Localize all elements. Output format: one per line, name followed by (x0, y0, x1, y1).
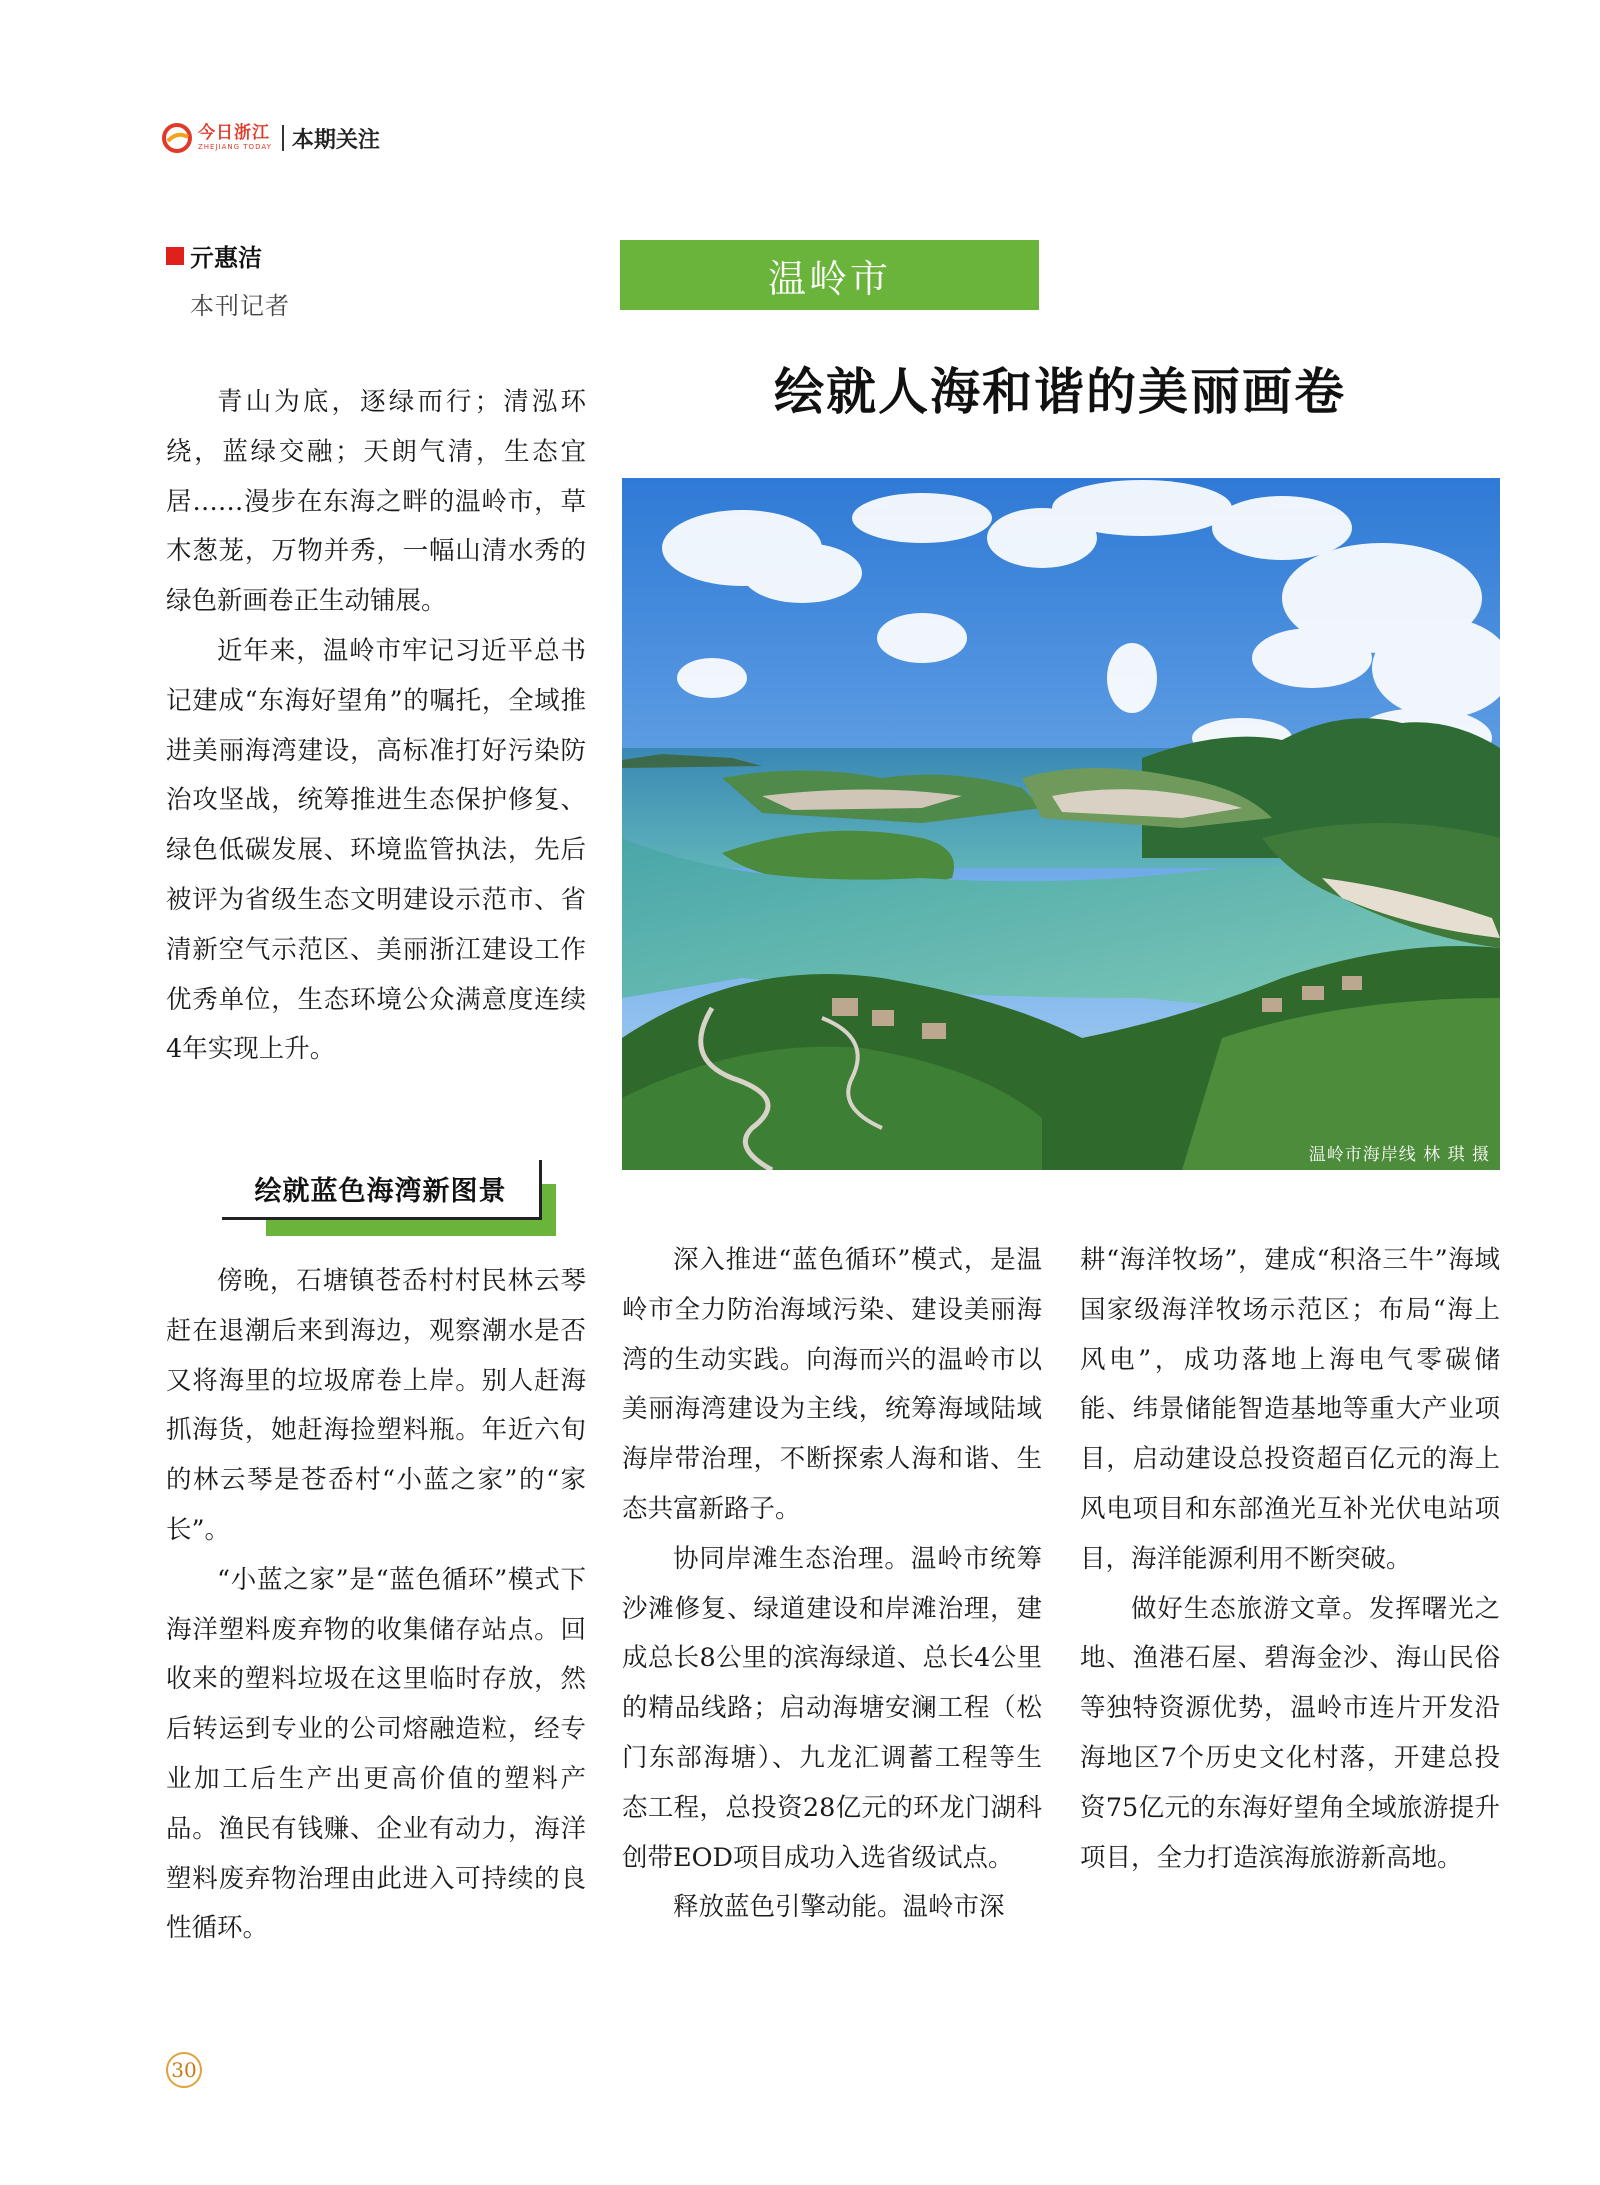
header-divider (282, 125, 284, 151)
story-paragraph-4: 协同岸滩生态治理。温岭市统筹沙滩修复、绿道建设和岸滩治理，建成总长8公里的滨海绿道、总长4公里的精品线路；启动海塘安澜工程（松门东部海塘）、九龙汇调蓄工程等生态工程，总投资28亿元的环龙门湖科创带EOD项目成功入选省级试点。 (622, 1543, 1042, 1873)
story-paragraph-2: “小蓝之家”是“蓝色循环”模式下海洋塑料废弃物的收集储存站点。回收来的塑料垃圾在这里临时存放，然后转运到专业的公司熔融造粒，经专业加工后生产出更高价值的塑料产品。渔民有钱赚、企业有动力，海洋塑料废弃物治理由此进入可持续的良性循环。 (166, 1564, 586, 1944)
byline-marker (166, 247, 184, 265)
headline: 绘就人海和谐的美丽画卷 (774, 362, 1346, 421)
author-name: 亓惠洁 (190, 244, 262, 272)
subhead-box (222, 1160, 542, 1220)
intro-column (166, 378, 586, 1075)
coastline-photo (622, 478, 1500, 1170)
story-paragraph-6: 做好生态旅游文章。发挥曙光之地、渔港石屋、碧海金沙、海山民俗等独特资源优势，温岭市连片开发沿海地区7个历史文化村落，开建总投资75亿元的东海好望角全域旅游提升项目，全力打造滨海旅游新高地。 (1080, 1593, 1500, 1873)
subhead-title: 绘就蓝色海湾新图景 (254, 1176, 507, 1207)
story-paragraph-5-continued: 耕“海洋牧场”，建成“积洛三牛”海域国家级海洋牧场示范区；布局“海上风电”，成功落地上海电气零碳储能、纬景储能智造基地等重大产业项目，启动建设总投资超百亿元的海上风电项目和东部渔光互补光伏电站项目，海洋能源利用不断突破。 (1080, 1245, 1500, 1574)
page-header (162, 118, 380, 158)
intro-paragraph-2: 近年来，温岭市牢记习近平总书记建成“东海好望角”的嘱托，全域推进美丽海湾建设，高标准打好污染防治攻坚战，统筹推进生态保护修复、绿色低碳发展、环境监管执法，先后被评为省级生态文明建设示范市、省清新空气示范区、美丽浙江建设工作优秀单位，生态环境公众满意度连续4年实现上升。 (166, 635, 586, 1065)
page-number: 30 (166, 2052, 202, 2088)
logo (198, 125, 272, 151)
story-column-3 (1080, 1236, 1500, 1883)
story-column-1 (166, 1257, 586, 1954)
photo-caption: 温岭市海岸线 林 琪 摄 (1308, 1145, 1490, 1165)
logo-en: ZHEJIANG TODAY (198, 143, 272, 151)
logo-icon (162, 123, 192, 153)
coastline-photo-illustration (622, 478, 1500, 1170)
logo-cn: 今日浙江 (198, 123, 270, 143)
story-column-2 (622, 1236, 1042, 1933)
author-role: 本刊记者 (190, 292, 290, 320)
byline (166, 238, 262, 273)
story-paragraph-5: 释放蓝色引擎动能。温岭市深 (673, 1892, 1005, 1923)
story-paragraph-1: 傍晚，石塘镇苍岙村村民林云琴赶在退潮后来到海边，观察潮水是否又将海里的垃圾席卷上岸。别人赶海抓海货，她赶海捡塑料瓶。年近六旬的林云琴是苍岙村“小蓝之家”的“家长”。 (166, 1266, 586, 1545)
section-title: 本期关注 (291, 127, 380, 153)
intro-paragraph-1: 青山为底，逐绿而行；清泓环绕，蓝绿交融；天朗气清，生态宜居……漫步在东海之畔的温岭市，草木葱茏，万物并秀，一幅山清水秀的绿色新画卷正生动铺展。 (166, 387, 586, 617)
city-tag (620, 240, 1039, 310)
story-paragraph-3: 深入推进“蓝色循环”模式，是温岭市全力防治海域污染、建设美丽海湾的生动实践。向海而兴的温岭市以美丽海湾建设为主线，统筹海域陆域海岸带治理，不断探索人海和谐、生态共富新路子。 (622, 1245, 1042, 1524)
city-tag-label: 温岭市 (767, 256, 891, 301)
